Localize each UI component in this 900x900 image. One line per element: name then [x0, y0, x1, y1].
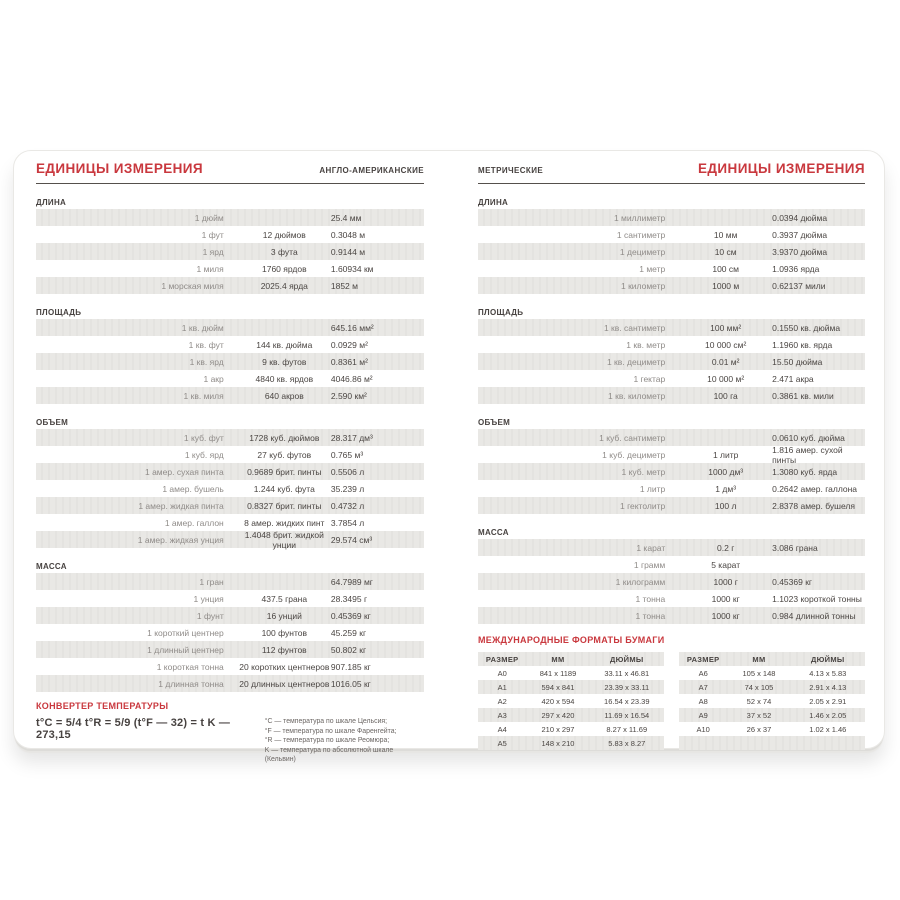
- equivalent-cell: 0.8327 брит. пинты: [247, 500, 322, 511]
- paper-table-row: [679, 736, 865, 750]
- equivalent-cell: 3 фута: [270, 246, 298, 257]
- unit-section: [36, 560, 424, 692]
- unit-cell: 1 кв. ярд: [189, 356, 224, 367]
- equivalent-cell: 4840 кв. ярдов: [255, 373, 314, 384]
- paper-size-cell: A5: [497, 738, 507, 748]
- metric-value-cell: 0.8361 м²: [330, 356, 368, 367]
- temp-note: °C — температура по шкале Цельсия;: [264, 718, 388, 725]
- equivalent-cell: 100 га: [713, 390, 738, 401]
- paper-mm-cell: 210 x 297: [541, 724, 575, 734]
- table-row: [36, 336, 424, 353]
- unit-cell: 1 дюйм: [194, 212, 224, 223]
- table-row: [478, 353, 865, 370]
- table-row: [36, 429, 424, 446]
- metric-value-cell: 0.5506 л: [330, 466, 365, 477]
- paper-mm-cell: 105 x 148: [742, 668, 776, 678]
- metric-value-cell: 15.50 дюйма: [772, 356, 823, 367]
- table-row: [36, 675, 424, 692]
- unit-cell: 1 длинная тонна: [158, 678, 224, 689]
- unit-cell: 1 кв. миля: [183, 390, 224, 401]
- left-page-title: ЕДИНИЦЫ ИЗМЕРЕНИЯ: [36, 161, 203, 176]
- right-page-title: ЕДИНИЦЫ ИЗМЕРЕНИЯ: [698, 161, 865, 176]
- unit-cell: 1 короткий центнер: [147, 627, 224, 638]
- paper-table-row: [478, 722, 664, 736]
- temperature-converter: [36, 700, 424, 765]
- paper-size-cell: A1: [497, 682, 507, 692]
- paper-inch-cell: 16.54 x 23.39: [604, 696, 650, 706]
- paper-table-row: [679, 680, 865, 694]
- paper-mm-cell: 841 x 1189: [539, 668, 577, 678]
- paper-size-cell: A2: [497, 696, 507, 706]
- metric-value-cell: 45.259 кг: [330, 627, 367, 638]
- table-row: [36, 353, 424, 370]
- paper-inch-cell: 1.02 x 1.46: [809, 724, 847, 734]
- unit-cell: 1 акр: [203, 373, 224, 384]
- equivalent-cell: 640 акров: [264, 390, 304, 401]
- paper-table-row: [478, 694, 664, 708]
- equivalent-cell: 1.244 куб. фута: [253, 483, 315, 494]
- paper-inch-cell: 8.27 x 11.69: [606, 724, 648, 734]
- paper-size-cell: A3: [497, 710, 507, 720]
- equivalent-cell: 20 длинных центнеров: [239, 678, 330, 689]
- page-left: [14, 151, 449, 764]
- paper-inch-cell: 2.91 x 4.13: [809, 682, 847, 692]
- paper-mm-cell: 26 x 37: [746, 724, 772, 734]
- paper-table-row: [478, 680, 664, 694]
- metric-value-cell: 0.0610 куб. дюйма: [772, 432, 845, 443]
- metric-value-cell: 3.086 грана: [772, 542, 818, 553]
- paper-header-cell: ММ: [752, 654, 766, 664]
- table-row: [478, 277, 865, 294]
- unit-cell: 1 куб. ярд: [184, 449, 224, 460]
- table-row: [36, 514, 424, 531]
- equivalent-cell: 144 кв. дюйма: [256, 339, 313, 350]
- paper-mm-cell: 74 x 105: [744, 682, 774, 692]
- table-row: [478, 480, 865, 497]
- equivalent-cell: 9 кв. футов: [262, 356, 307, 367]
- equivalent-cell: 1000 м: [712, 280, 740, 291]
- metric-value-cell: 2.471 акра: [772, 373, 814, 384]
- temp-converter-heading: КОНВЕРТЕР ТЕМПЕРАТУРЫ: [36, 701, 169, 711]
- metric-value-cell: 2.590 км²: [330, 390, 367, 401]
- metric-value-cell: 1.1023 короткой тонны: [772, 593, 862, 604]
- metric-value-cell: 0.3861 кв. мили: [772, 390, 834, 401]
- paper-header-cell: РАЗМЕР: [485, 654, 519, 664]
- paper-inch-cell: 4.13 x 5.83: [809, 668, 847, 678]
- equivalent-cell: 100 см: [712, 263, 739, 274]
- right-unit-tables: [478, 196, 865, 624]
- metric-value-cell: 28.317 дм³: [330, 432, 373, 443]
- section-heading: ОБЪЕМ: [36, 418, 69, 427]
- unit-cell: 1 амер. жидкая пинта: [138, 500, 224, 511]
- paper-formats: [478, 634, 865, 750]
- paper-mm-cell: 52 x 74: [746, 696, 772, 706]
- table-row: [478, 209, 865, 226]
- unit-cell: 1 сантиметр: [616, 229, 666, 240]
- unit-cell: 1 морская миля: [161, 280, 224, 291]
- equivalent-cell: 1000 кг: [711, 593, 740, 604]
- metric-value-cell: 1.0936 ярда: [772, 263, 820, 274]
- paper-inch-cell: 2.05 x 2.91: [809, 696, 847, 706]
- unit-cell: 1 амер. сухая пинта: [144, 466, 224, 477]
- left-page-subtitle: АНГЛО-АМЕРИКАНСКИЕ: [319, 166, 424, 175]
- equivalent-cell: 8 амер. жидких пинт: [244, 517, 325, 528]
- metric-value-cell: 3.7854 л: [330, 517, 365, 528]
- unit-cell: 1 гектар: [633, 373, 666, 384]
- table-row: [36, 319, 424, 336]
- unit-cell: 1 куб. фут: [183, 432, 224, 443]
- paper-inch-cell: 11.69 x 16.54: [604, 710, 650, 720]
- unit-cell: 1 миллиметр: [613, 212, 666, 223]
- metric-value-cell: 0.0394 дюйма: [772, 212, 828, 223]
- unit-cell: 1 метр: [639, 263, 666, 274]
- unit-cell: 1 короткая тонна: [156, 661, 224, 672]
- paper-table-row: [478, 736, 664, 750]
- unit-section: [36, 416, 424, 548]
- paper-size-cell: A9: [698, 710, 708, 720]
- temp-note: °F — температура по шкале Фаренгейта;: [264, 727, 397, 735]
- paper-formats-heading: МЕЖДУНАРОДНЫЕ ФОРМАТЫ БУМАГИ: [478, 635, 665, 645]
- unit-cell: 1 карат: [636, 542, 666, 553]
- metric-value-cell: 0.2642 амер. галлона: [772, 483, 858, 494]
- metric-value-cell: 1.60934 км: [330, 263, 374, 274]
- table-row: [478, 497, 865, 514]
- metric-value-cell: 25.4 мм: [330, 212, 362, 223]
- unit-cell: 1 кв. метр: [626, 339, 666, 350]
- header-rule: [478, 183, 865, 184]
- left-page-header: [36, 161, 424, 180]
- paper-table-row: [679, 708, 865, 722]
- unit-cell: 1 тонна: [635, 593, 666, 604]
- equivalent-cell: 100 л: [714, 500, 737, 511]
- equivalent-cell: 20 коротких центнеров: [239, 661, 330, 672]
- paper-size-cell: A0: [497, 668, 507, 678]
- right-page-header: [478, 161, 865, 180]
- section-heading: МАССА: [36, 562, 67, 571]
- table-row: [478, 243, 865, 260]
- left-unit-tables: [36, 196, 424, 692]
- equivalent-cell: 1000 г: [713, 576, 738, 587]
- unit-cell: 1 кв. дециметр: [606, 356, 666, 367]
- paper-mm-cell: 148 x 210: [541, 738, 575, 748]
- equivalent-cell: 10 см: [714, 246, 737, 257]
- temp-converter-body: [36, 717, 424, 765]
- table-row: [36, 590, 424, 607]
- equivalent-cell: 10 мм: [713, 229, 738, 240]
- unit-cell: 1 фут: [201, 229, 224, 240]
- unit-cell: 1 куб. сантиметр: [599, 432, 666, 443]
- unit-cell: 1 кв. сантиметр: [603, 322, 666, 333]
- metric-value-cell: 1.3080 куб. ярда: [772, 466, 838, 477]
- unit-section: [478, 416, 865, 514]
- metric-value-cell: 50.802 кг: [330, 644, 367, 655]
- unit-cell: 1 длинный центнер: [147, 644, 224, 655]
- equivalent-cell: 10 000 см²: [705, 339, 747, 350]
- metric-value-cell: 0.4732 л: [330, 500, 365, 511]
- metric-value-cell: 35.239 л: [330, 483, 365, 494]
- unit-cell: 1 куб. метр: [621, 466, 666, 477]
- table-row: [478, 319, 865, 336]
- page-right: [449, 151, 884, 748]
- metric-value-cell: 0.3937 дюйма: [772, 229, 828, 240]
- metric-value-cell: 1.816 амер. сухой пинты: [772, 444, 843, 465]
- unit-section: [478, 526, 865, 624]
- unit-cell: 1 километр: [620, 280, 666, 291]
- section-heading: ПЛОЩАДЬ: [36, 308, 82, 317]
- right-page-subtitle: МЕТРИЧЕСКИЕ: [478, 166, 544, 175]
- metric-value-cell: 3.9370 дюйма: [772, 246, 828, 257]
- table-row: [478, 260, 865, 277]
- unit-cell: 1 унция: [193, 593, 224, 604]
- paper-header-cell: ММ: [551, 654, 565, 664]
- table-row: [36, 497, 424, 514]
- table-row: [36, 277, 424, 294]
- temp-note: °R — температура по шкале Реомюра;: [264, 737, 390, 745]
- equivalent-cell: 1000 дм³: [708, 466, 744, 477]
- metric-value-cell: 0.45369 кг: [330, 610, 371, 621]
- metric-value-cell: 1.1960 кв. ярда: [772, 339, 833, 350]
- unit-section: [36, 196, 424, 294]
- paper-mm-cell: 297 x 420: [541, 710, 575, 720]
- unit-cell: 1 гектолитр: [620, 500, 666, 511]
- equivalent-cell: 27 куб. футов: [257, 449, 312, 460]
- unit-cell: 1 дециметр: [619, 246, 666, 257]
- paper-formats-tables: [478, 652, 865, 750]
- paper-inch-cell: 33.11 x 46.81: [604, 668, 650, 678]
- section-heading: ДЛИНА: [36, 198, 67, 207]
- paper-format-table: [679, 652, 865, 750]
- unit-cell: 1 амер. бушель: [162, 483, 224, 494]
- unit-cell: 1 тонна: [635, 610, 666, 621]
- unit-section: [478, 196, 865, 294]
- paper-format-table: [478, 652, 664, 750]
- metric-value-cell: 0.0929 м²: [330, 339, 368, 350]
- table-row: [478, 539, 865, 556]
- paper-table-header-row: [679, 652, 865, 666]
- table-row: [36, 260, 424, 277]
- unit-section: [36, 306, 424, 404]
- metric-value-cell: 64.7989 мг: [330, 576, 373, 587]
- equivalent-cell: 1.4048 брит. жидкой унции: [244, 529, 324, 550]
- unit-cell: 1 миля: [196, 263, 224, 274]
- table-row: [478, 463, 865, 480]
- temp-formula: t°C = 5/4 t°R = 5/9 (t°F — 32) = t K — 273,15: [36, 717, 231, 741]
- equivalent-cell: 0.01 м²: [711, 356, 740, 367]
- paper-inch-cell: 5.83 x 8.27: [608, 738, 646, 748]
- metric-value-cell: 29.574 см³: [330, 534, 373, 545]
- paper-inch-cell: 1.46 x 2.05: [809, 710, 847, 720]
- equivalent-cell: 0.9689 брит. пинты: [247, 466, 322, 477]
- table-row: [478, 607, 865, 624]
- equivalent-cell: 0.2 г: [717, 542, 735, 553]
- paper-size-cell: A6: [698, 668, 708, 678]
- equivalent-cell: 1760 ярдов: [262, 263, 307, 274]
- unit-cell: 1 килограмм: [615, 576, 666, 587]
- unit-cell: 1 кв. фут: [188, 339, 224, 350]
- metric-value-cell: 0.62137 мили: [772, 280, 826, 291]
- unit-cell: 1 амер. галлон: [164, 517, 224, 528]
- table-row: [36, 641, 424, 658]
- table-row: [478, 446, 865, 463]
- table-row: [36, 387, 424, 404]
- metric-value-cell: 645.16 мм²: [330, 322, 374, 333]
- paper-table-row: [478, 666, 664, 680]
- table-row: [36, 243, 424, 260]
- equivalent-cell: 12 дюймов: [262, 229, 306, 240]
- equivalent-cell: 437.5 грана: [261, 593, 308, 604]
- unit-cell: 1 литр: [639, 483, 666, 494]
- metric-value-cell: 4046.86 м²: [330, 373, 373, 384]
- metric-value-cell: 907.185 кг: [330, 661, 371, 672]
- paper-size-cell: A10: [696, 724, 710, 734]
- paper-size-cell: A8: [698, 696, 708, 706]
- table-row: [36, 446, 424, 463]
- table-row: [478, 429, 865, 446]
- metric-value-cell: 0.9144 м: [330, 246, 366, 257]
- planner-spread: [13, 150, 885, 764]
- paper-header-cell: ДЮЙМЫ: [610, 654, 644, 664]
- equivalent-cell: 1 дм³: [715, 483, 737, 494]
- section-heading: ОБЪЕМ: [478, 418, 511, 427]
- paper-inch-cell: 23.39 x 33.11: [604, 682, 650, 692]
- temp-notes: [265, 717, 424, 765]
- table-row: [478, 590, 865, 607]
- paper-table-row: [679, 722, 865, 736]
- section-heading: ДЛИНА: [478, 198, 509, 207]
- section-heading: МАССА: [478, 528, 509, 537]
- equivalent-cell: 1728 куб. дюймов: [249, 432, 320, 443]
- unit-cell: 1 ярд: [202, 246, 224, 257]
- metric-value-cell: 28.3495 г: [330, 593, 368, 604]
- table-row: [36, 531, 424, 548]
- table-row: [478, 556, 865, 573]
- metric-value-cell: 0.984 длинной тонны: [772, 610, 856, 621]
- metric-value-cell: 0.765 м³: [330, 449, 364, 460]
- table-row: [36, 370, 424, 387]
- paper-size-cell: A4: [497, 724, 507, 734]
- section-heading: ПЛОЩАДЬ: [478, 308, 524, 317]
- table-row: [478, 573, 865, 590]
- unit-cell: 1 грамм: [633, 559, 666, 570]
- table-row: [36, 607, 424, 624]
- paper-table-header-row: [478, 652, 664, 666]
- metric-value-cell: 0.45369 кг: [772, 576, 813, 587]
- table-row: [36, 658, 424, 675]
- paper-table-row: [679, 666, 865, 680]
- unit-cell: 1 фунт: [196, 610, 224, 621]
- table-row: [36, 573, 424, 590]
- unit-cell: 1 куб. дециметр: [602, 449, 666, 460]
- table-row: [36, 209, 424, 226]
- equivalent-cell: 100 фунтов: [261, 627, 308, 638]
- table-row: [36, 480, 424, 497]
- metric-value-cell: 1016.05 кг: [330, 678, 371, 689]
- equivalent-cell: 1 литр: [712, 449, 739, 460]
- paper-mm-cell: 37 x 52: [746, 710, 772, 720]
- unit-cell: 1 амер. жидкая унция: [137, 534, 224, 545]
- unit-section: [478, 306, 865, 404]
- equivalent-cell: 10 000 м²: [707, 373, 745, 384]
- table-row: [478, 387, 865, 404]
- table-row: [478, 336, 865, 353]
- metric-value-cell: 0.1550 кв. дюйма: [772, 322, 841, 333]
- equivalent-cell: 100 мм²: [710, 322, 742, 333]
- paper-mm-cell: 594 x 841: [541, 682, 575, 692]
- table-row: [478, 370, 865, 387]
- paper-size-cell: A7: [698, 682, 708, 692]
- equivalent-cell: 2025.4 ярда: [260, 280, 308, 291]
- equivalent-cell: 16 унций: [266, 610, 302, 621]
- table-row: [36, 463, 424, 480]
- metric-value-cell: 1852 м: [330, 280, 358, 291]
- equivalent-cell: 1000 кг: [711, 610, 740, 621]
- paper-table-row: [679, 694, 865, 708]
- metric-value-cell: 0.3048 м: [330, 229, 366, 240]
- equivalent-cell: 112 фунтов: [261, 644, 307, 655]
- equivalent-cell: 5 карат: [711, 559, 741, 570]
- paper-mm-cell: 420 x 594: [541, 696, 575, 706]
- table-row: [36, 226, 424, 243]
- header-rule: [36, 183, 424, 184]
- metric-value-cell: 2.8378 амер. бушеля: [772, 500, 855, 511]
- paper-header-cell: РАЗМЕР: [686, 654, 720, 664]
- table-row: [478, 226, 865, 243]
- temp-note: K — температура по абсолютной шкале (Кельвин): [264, 746, 394, 764]
- unit-cell: 1 гран: [199, 576, 224, 587]
- paper-header-cell: ДЮЙМЫ: [811, 654, 845, 664]
- paper-table-row: [478, 708, 664, 722]
- unit-cell: 1 кв. километр: [608, 390, 666, 401]
- unit-cell: 1 кв. дюйм: [181, 322, 224, 333]
- table-row: [36, 624, 424, 641]
